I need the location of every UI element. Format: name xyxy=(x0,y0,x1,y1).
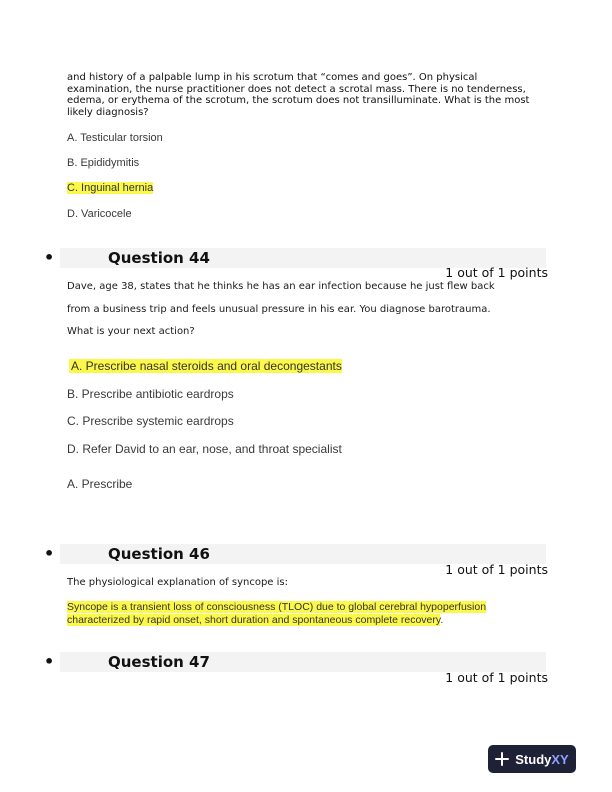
studyxy-logo[interactable] xyxy=(488,745,576,773)
bullet-icon: • xyxy=(44,248,55,267)
question-47-points: 1 out of 1 points xyxy=(445,670,548,685)
q44-stem-line-1: Dave, age 38, states that he thinks he has an ear infection because he just flew back xyxy=(67,281,495,292)
q44-option-b[interactable]: B. Prescribe antibiotic eardrops xyxy=(67,387,234,401)
logo-wordmark: StudyXY xyxy=(515,751,569,767)
bullet-icon: • xyxy=(44,652,55,671)
q43-option-a[interactable]: A. Testicular torsion xyxy=(67,132,163,144)
q46-answer xyxy=(67,601,547,627)
q44-option-a-selected[interactable] xyxy=(69,359,342,373)
q43-option-b[interactable]: B. Epididymitis xyxy=(67,157,140,169)
question-43-stem: and history of a palpable lump in his scrotum that “comes and goes”. On physical examination, the nurse practitioner does not detect a scrotal mass. There is no tenderness, edema, or erythema of the scrotum, the scrotum does not transilluminate. What is the most likely diagnosis? xyxy=(67,72,530,118)
q44-stem-line-2: from a business trip and feels unusual pressure in his ear. You diagnose barotrauma. xyxy=(67,304,491,315)
bullet-icon: • xyxy=(44,544,55,563)
question-47-title: Question 47 xyxy=(108,653,210,671)
question-46-title: Question 46 xyxy=(108,545,210,563)
q46-stem: The physiological explanation of syncope is: xyxy=(67,577,288,588)
plus-icon xyxy=(495,752,509,766)
q46-answer-line-2: characterized by rapid onset, short duration and spontaneous complete recovery. xyxy=(67,614,444,626)
q46-answer-line-1: Syncope is a transient loss of consciousness (TLOC) due to global cerebral hypoperfusion xyxy=(67,601,487,613)
highlighted-answer: A. Prescribe nasal steroids and oral decongestants xyxy=(71,359,342,373)
q44-given-answer: A. Prescribe xyxy=(67,477,133,491)
q43-option-d[interactable]: D. Varicocele xyxy=(67,208,132,220)
q44-option-d[interactable]: D. Refer David to an ear, nose, and throat specialist xyxy=(67,442,342,456)
question-44-points: 1 out of 1 points xyxy=(445,265,548,280)
q44-stem-line-3: What is your next action? xyxy=(67,326,195,337)
question-46-points: 1 out of 1 points xyxy=(445,562,548,577)
q44-option-c[interactable]: C. Prescribe systemic eardrops xyxy=(67,414,234,428)
highlighted-answer: C. Inguinal hernia xyxy=(67,182,154,194)
q43-option-c-selected[interactable] xyxy=(67,182,153,194)
question-44-title: Question 44 xyxy=(108,249,210,267)
